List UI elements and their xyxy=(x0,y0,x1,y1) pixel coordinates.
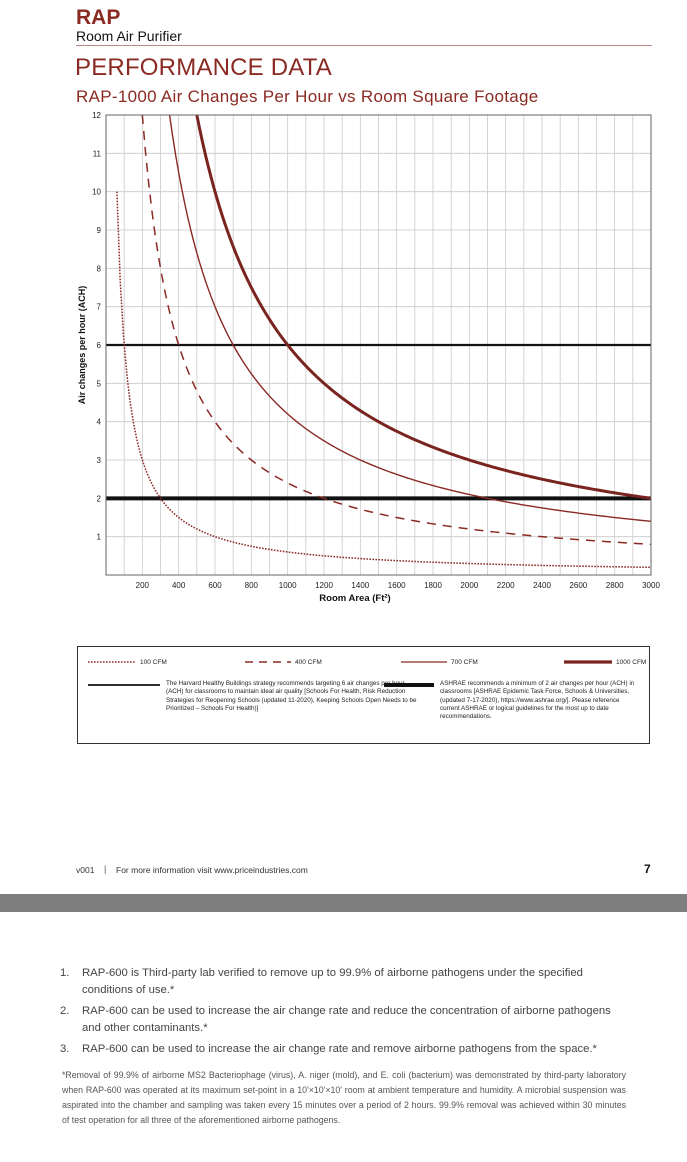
legend-swatch-700-cfm xyxy=(401,659,447,665)
y-tick-label: 10 xyxy=(92,187,101,197)
product-name: Room Air Purifier xyxy=(76,28,182,44)
y-tick-label: 8 xyxy=(96,264,101,274)
list-text: RAP-600 can be used to increase the air change rate and reduce the concentration of airborne pathogens and other contaminants.* xyxy=(82,1005,611,1034)
chart-legend xyxy=(77,646,650,744)
x-tick-label: 2800 xyxy=(605,581,624,590)
list-text: RAP-600 is Third-party lab verified to remove up to 99.9% of airborne pathogens under the specified conditions of use.* xyxy=(82,967,583,996)
legend-swatch-100-cfm xyxy=(88,659,136,665)
legend-label-100-cfm: 100 CFM xyxy=(140,659,167,666)
y-tick-label: 7 xyxy=(96,302,101,312)
footer-separator: | xyxy=(104,864,107,874)
y-tick-label: 1 xyxy=(96,532,101,542)
y-tick-label: 11 xyxy=(92,149,101,159)
x-tick-label: 1800 xyxy=(424,581,442,590)
chart-title: RAP-1000 Air Changes Per Hour vs Room Square Footage xyxy=(76,87,539,106)
legend-note-ashrae: ASHRAE recommends a minimum of 2 air changes per hour (ACH) in classrooms [ASHRAE Epidemic Task Force, Schools & Universities, (updated 7-17-2020), https://www.ashrae.org/]. Please reference current ASHRAE or logical guidelines for the most up to date recommendations. xyxy=(440,680,635,721)
x-tick-label: 800 xyxy=(244,581,259,590)
page-title: PERFORMANCE DATA xyxy=(75,54,332,81)
x-tick-label: 600 xyxy=(208,581,222,590)
legend-label-700-cfm: 700 CFM xyxy=(451,659,478,666)
list-number: 1. xyxy=(60,967,70,979)
x-tick-label: 3000 xyxy=(642,581,660,590)
list-item xyxy=(60,965,630,999)
list-number: 3. xyxy=(60,1043,70,1055)
x-tick-label: 400 xyxy=(171,581,186,590)
list-text: RAP-600 can be used to increase the air change rate and remove airborne pathogens from the space.* xyxy=(82,1043,597,1055)
x-tick-label: 2600 xyxy=(569,581,588,590)
x-axis-label: Room Area (Ft²) xyxy=(319,593,391,604)
y-tick-label: 4 xyxy=(96,417,101,427)
x-tick-label: 1200 xyxy=(315,581,333,590)
x-tick-label: 2000 xyxy=(460,581,479,590)
y-tick-label: 5 xyxy=(96,379,101,389)
footnote: *Removal of 99.9% of airborne MS2 Bacteriophage (virus), A. niger (mold), and E. coli (bacterium) was demonstrated by third-party laboratory when RAP-600 was operated at its maximum set-point in a 10'×10'×10' room at ambient temperature and humidity. A microbial suspension was aspirated into the chamber and sampling was taken every 15 minutes over a period of 2 hours. 99.9% removal was achieved within 30 minutes of test operation for all three of the aforementioned airborne pathogens. xyxy=(62,1070,626,1125)
x-tick-label: 2200 xyxy=(496,581,515,590)
x-tick-label: 1000 xyxy=(278,581,297,590)
x-tick-label: 200 xyxy=(135,581,150,590)
x-tick-label: 1400 xyxy=(351,581,370,590)
legend-swatch-400-cfm xyxy=(245,659,291,665)
y-tick-label: 9 xyxy=(96,226,101,235)
legend-label-1000-cfm: 1000 CFM xyxy=(616,659,647,666)
legend-swatch-ashrae xyxy=(384,681,434,689)
x-tick-label: 1600 xyxy=(387,581,406,590)
footer-info-link[interactable]: For more information visit www.priceindustries.com xyxy=(116,865,308,875)
y-axis-label: Air changes per hour (ACH) xyxy=(77,285,87,405)
list-item xyxy=(60,1041,630,1058)
version-label: v001 xyxy=(76,865,95,875)
legend-label-400-cfm: 400 CFM xyxy=(295,659,322,666)
legend-swatch-1000-cfm xyxy=(564,658,612,666)
list-item xyxy=(60,1003,630,1037)
legend-swatch-harvard xyxy=(88,682,160,688)
y-tick-label: 12 xyxy=(92,111,101,120)
chart-ticks xyxy=(92,111,660,590)
claims-list xyxy=(60,965,630,1062)
x-tick-label: 2400 xyxy=(533,581,551,590)
y-tick-label: 6 xyxy=(96,341,101,350)
list-number: 2. xyxy=(60,1005,70,1017)
divider-band xyxy=(0,894,687,912)
y-tick-label: 3 xyxy=(96,456,101,465)
legend-note-harvard: The Harvard Healthy Buildings strategy recommends targeting 6 air changes per hour (ACH) for classrooms to maintain ideal air quality [Schools For Health, Risk Reduction Strategies for Reopening Schools (updated 11-2020), Keeping Schools Open Needs to be Prioritized – Schools For Health)] xyxy=(166,680,417,712)
y-tick-label: 2 xyxy=(96,494,101,504)
page-number: 7 xyxy=(644,862,651,876)
brand-name: RAP xyxy=(76,6,121,29)
